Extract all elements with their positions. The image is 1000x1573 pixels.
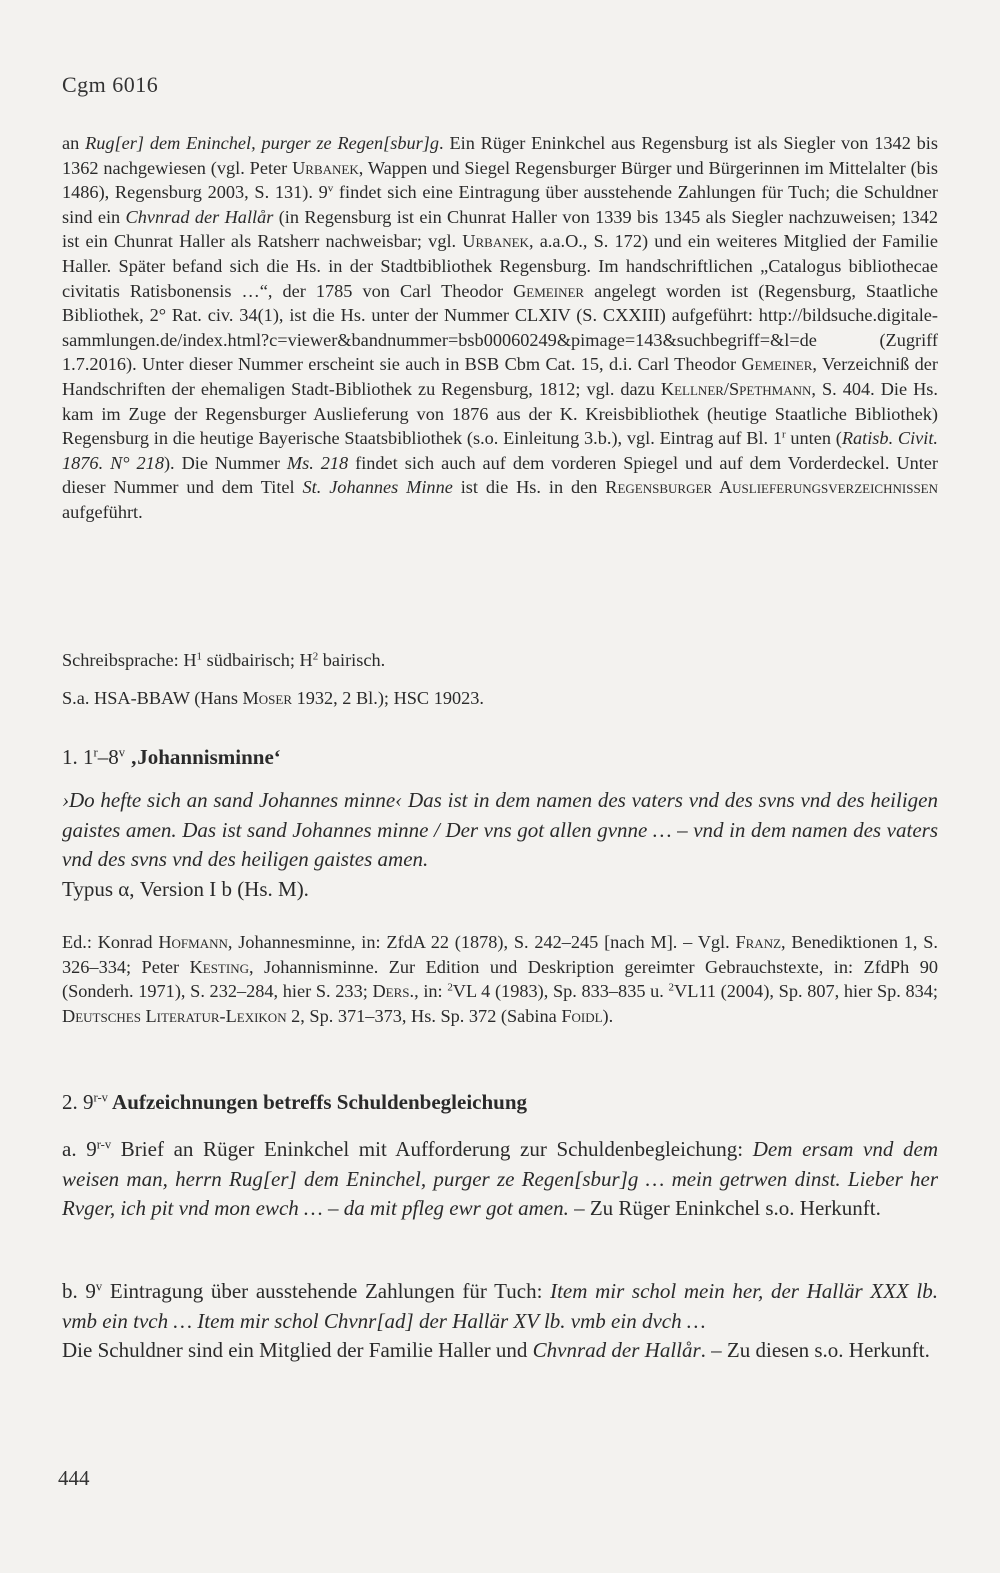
text-span: . Ein Rüger Eninkchel aus Regensburg ist als Siegler von 1342 bis 1362 nachgewiesen (vgl. Peter [62,133,938,178]
author-name: Kellner/Spethmann [660,378,812,399]
section-1-heading [62,743,938,771]
section-2b [62,1277,938,1366]
text-span: Eintragung über ausstehende Zahlungen für Tuch: [102,1279,551,1303]
text-span: ). Die Nummer [163,452,287,473]
text-span: findet sich eine Eintragung über ausstehende Zahlungen für Tuch; die Schuldner sind ein [62,182,938,227]
author-name: Franz [735,932,782,952]
section-2a [62,1135,938,1224]
text-span: an [62,133,86,153]
page-number: 444 [58,1466,90,1490]
sup: 2 [447,981,453,994]
text-span: Die Schuldner sind ein Mitglied der Familie Haller und [62,1338,533,1362]
text-span: Ed.: Konrad [62,932,159,952]
text-span: Regensburger Auslieferungsverzeichnissen [605,477,938,498]
text-span: – Zu Rüger Eninkchel s.o. Herkunft. [568,1196,881,1220]
text-span: St. Johannes Minne [302,477,453,498]
text-span: Schreibsprache: H [62,650,197,670]
text-span: bairisch. [318,650,386,670]
author-name: Gemeiner [741,354,813,375]
text-span: S.a. HSA-BBAW (Hans [62,688,243,708]
author-name: Gemeiner [513,280,585,301]
author-name: Hofmann [158,932,228,952]
text-span: aufgeführt. [62,501,143,522]
text-span: unten ( [785,428,842,449]
text-span: südbairisch; H [202,650,313,670]
typus-text: Typus α, Version I b (Hs. M). [62,876,309,901]
sa-line [62,686,938,711]
text-span: , Wappen und Siegel Regensburger Bürger und Bürgerinnen im Mittelalter (bis 1486), Regensburg 2003, S. 131). 9 [62,157,939,203]
text-span: Rug[er] dem Eninchel, purger ze Regen[sbur]g [85,133,440,153]
text-span: , a.a.O., S. 172) und ein weiteres Mitglied der Familie Haller. Später befand sich die Hs. in der Stadtbibliothek Regensburg. Im handschriftlichen „Catalogus bibliothecae civitatis Ratisbonensis …“, der 1785 von Carl Theodor [62,231,938,301]
text-span: 2. 9 [62,1090,94,1114]
sup: 1 [196,650,203,663]
text-span: . – Zu diesen s.o. Herkunft. [700,1338,930,1362]
sup: r [93,745,98,760]
text-span: ist die Hs. in den [452,477,606,498]
section-title: Aufzeichnungen betreffs Schuldenbegleichung [107,1090,528,1114]
sup: r-v [93,1090,108,1105]
author-name: Urbanek [292,157,359,178]
text-span: angelegt worden ist (Regensburg, Staatliche Bibliothek, 2° Rat. civ. 34(1), ist die Hs. unter der Nummer CLXIV (S. CXXIII) aufgeführt: http://bildsuche.digitale-sammlungen.de/index.html?c=viewer&bandnummer=bsb00060249&pimage=143&suchbegriff=&l=de (Zugriff 1.7.2016). Unter dieser Nummer erscheint sie auch in BSB Cbm Cat. 15, d.i. Carl Theodor [62,280,939,375]
text-span: , S. 404. Die Hs. kam im Zuge der Regensburger Auslieferung von 1876 aus der K. Kreisbibliothek (heutige Staatliche Bibliothek) Regensburg in die heutige Bayerische Staatsbibliothek (s.o. Einleitung 3.b.), vgl. Eintrag auf Bl. 1 [62,378,938,449]
text-span: Ratisb. Civit. 1876. N° 218 [62,428,939,473]
quote-text: Chvnrad der Hallår [532,1338,701,1362]
text-span: 1. 1 [62,745,94,769]
author-name: Moser [242,688,292,708]
author-name: Ders. [372,981,415,1002]
sup: r-v [96,1137,112,1152]
text-span: b. 9 [62,1279,96,1303]
sup: 2 [312,650,319,663]
text-span: Chvnrad der Hallår [125,206,274,227]
text-span: VL 4 (1983), Sp. 833–835 u. [452,981,669,1002]
text-span: , Johannisminne. Zur Edition und Deskription gereimter Gebrauchstexte, in: ZfdPh 90 (Sonderh. 1971), S. 232–284, hier S. 233; [62,956,938,1002]
quote-text: Item mir schol mein her, der Hallär XXX lb. vmb ein tvch … Item mir schol Chvnr[ad] der Hallär XV lb. vmb ein dvch … [62,1279,939,1333]
incipit-text: ›Do hefte sich an sand Johannes minne‹ Das ist in dem namen des vaters vnd des svns vnd des heiligen gaistes amen. Das ist sand Johannes minne / Der vns got allen gvnne … – vnd in dem namen des vaters vnd des svns vnd des heiligen gaistes amen. [62,788,938,871]
text-span: 2, Sp. 371–373, Hs. Sp. 372 (Sabina [286,1005,562,1026]
running-head: Cgm 6016 [62,72,159,97]
sup: v [95,1279,103,1294]
sup: v [118,745,125,760]
text-span: ). [602,1005,614,1026]
text-span: 1932, 2 Bl.); HSC 19023. [292,688,484,708]
schreibsprache-line [62,648,938,673]
text-span: findet sich auch auf dem vorderen Spiegel und auf dem Vorderdeckel. Unter dieser Nummer und dem Titel [62,452,939,498]
quote-text: Dem ersam vnd dem weisen man, herrn Rug[er] dem Eninchel, purger ze Regen[sbur]g … mein getrwen dinst. Lieber her Rvger, ich pit vnd mon ewch … – da mit pfleg ewr got amen. [62,1137,938,1220]
text-span: , Verzeichniß der Handschriften der ehemaligen Stadt-Bibliothek zu Regensburg, 1812; vgl. dazu [62,354,938,399]
section-2-heading [62,1088,938,1116]
text-span: VL11 (2004), Sp. 807, hier Sp. 834; [674,981,939,1002]
section-title: ‚Johannisminne‘ [125,745,281,769]
folio-sup: v [327,182,334,195]
text-span: a. 9 [62,1137,97,1161]
text-span: , in: [414,981,448,1002]
section-1-incipit [62,786,938,904]
sup: 2 [668,981,675,994]
text-span: Ms. 218 [286,452,349,473]
text-span: , Johannesminne, in: ZfdA 22 (1878), S. 242–245 [nach M]. – Vgl. [227,932,736,952]
section-1-editions [62,930,938,1028]
text-span: Brief an Rüger Eninkchel mit Aufforderung zur Schuldenbegleichung: [111,1137,753,1161]
folio-sup: r [781,428,786,441]
author-name: Urbanek [462,231,529,252]
author-name: Foidl [561,1005,603,1026]
author-name: Kesting [189,956,249,977]
text-span: (in Regensburg ist ein Chunrat Haller von 1339 bis 1345 als Siegler nachzuweisen; 1342 ist ein Chunrat Haller als Ratsherr nachweisbar; vgl. [62,206,939,252]
provenance-paragraph [62,131,938,525]
text-span: , Benediktionen 1, S. 326–334; Peter [62,932,938,977]
text-span: Deutsches Literatur-Lexikon [62,1005,287,1026]
text-span: –8 [97,745,119,769]
